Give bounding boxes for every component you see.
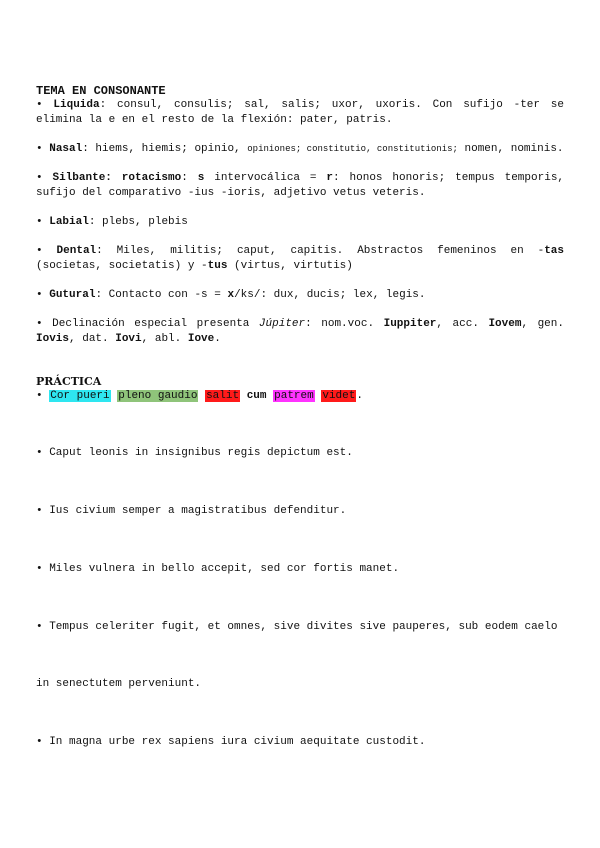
silbante-text-b: intervocálica = [204,172,327,184]
gutural-label: Gutural [49,289,96,301]
practice-sentence-6: • In magna urbe rex sapiens iura civium aequitate custodit. [36,736,426,748]
silbante-s: s [197,172,205,184]
bullet: • [36,216,43,228]
practice-sentence-4: • Miles vulnera in bello accepit, sed cor fortis manet. [36,563,400,575]
iovis-word: Iovis [36,333,70,345]
silbante-text-c: : honos honoris; tempus temporis, sufijo del comparativo -ius -ioris, adjetivo vetus veteris. [36,172,565,199]
practice-sentence-5b: in senectutem perveniunt. [36,678,202,690]
document-page [36,84,564,750]
nasal-text-a: : hiems, hiemis; opinio, [82,143,248,155]
especial-text-b: : nom.voc. [305,318,384,330]
practice-sentence-5a: • Tempus celeriter fugit, et omnes, sive divites sive pauperes, sub eodem caelo [36,621,558,633]
dental-tas: tas [544,245,565,257]
dental-text-c: (virtus, virtutis) [227,260,353,272]
dental-text-a: : Miles, militis; caput, capitis. Abstractos femeninos en - [96,245,545,257]
silbante-paragraph [36,171,564,201]
bullet: • [36,390,43,402]
highlight-verb-1: salit [206,390,240,402]
section-title: TEMA EN CONSONANTE [36,84,166,98]
practice-title: PRÁCTICA [36,375,102,388]
jupiter-word: Júpiter [258,318,306,330]
dental-tus: tus [207,260,228,272]
highlight-subject: Cor pueri [50,390,110,402]
sentence-end: . [356,390,363,402]
especial-paragraph [36,317,564,347]
especial-text-g: . [214,333,221,345]
practice-sentence-1 [36,389,564,404]
especial-text-a: Declinación especial presenta [52,318,259,330]
liquida-label: Liquida [53,99,100,111]
highlight-verb-2: videt [322,390,356,402]
bullet: • [36,318,43,330]
bullet: • [36,99,43,111]
dental-paragraph [36,244,564,274]
highlight-ablative: pleno gaudio [118,390,198,402]
practice-sentence-2: • Caput leonis in insignibus regis depictum est. [36,447,353,459]
bullet: • [36,289,43,301]
nasal-text-b: nomen, nominis. [457,143,564,155]
bullet: • [36,143,43,155]
liquida-paragraph [36,98,564,128]
conjunction-word: cum [246,390,267,402]
especial-text-d: , gen. [521,318,564,330]
iuppiter-word: Iuppiter [383,318,437,330]
especial-text-e: , dat. [69,333,116,345]
gutural-text-a: : Contacto con -s = [95,289,228,301]
especial-text-c: , acc. [436,318,489,330]
gutural-text-b: /ks/: dux, ducis; lex, legis. [234,289,426,301]
iovi-word: Iovi [115,333,142,345]
gutural-paragraph [36,288,564,303]
bullet: • [36,245,43,257]
liquida-text: : consul, consulis; sal, salis; uxor, uxoris. Con sufijo -ter se elimina la e en el resto de la flexión: pater, patris. [36,99,564,126]
silbante-label: Silbante: rotacismo [52,172,182,184]
nasal-label: Nasal [49,143,83,155]
silbante-r: r [326,172,334,184]
dental-label: Dental [56,245,97,257]
highlight-object: patrem [274,390,314,402]
bullet: • [36,172,43,184]
labial-label: Labial [49,216,89,228]
iove-word: Iove [187,333,215,345]
labial-text: : plebs, plebis [88,216,188,228]
nasal-paragraph [36,142,564,157]
dental-text-b: (societas, societatis) y - [36,260,208,272]
iovem-word: Iovem [488,318,522,330]
especial-text-f: , abl. [141,333,188,345]
nasal-text-small: opiniones; constitutio, constitutionis; [247,144,458,154]
silbante-text-a: : [181,172,198,184]
practice-sentence-3: • Ius civium semper a magistratibus defenditur. [36,505,347,517]
labial-paragraph [36,215,564,230]
gutural-x: x [227,289,235,301]
